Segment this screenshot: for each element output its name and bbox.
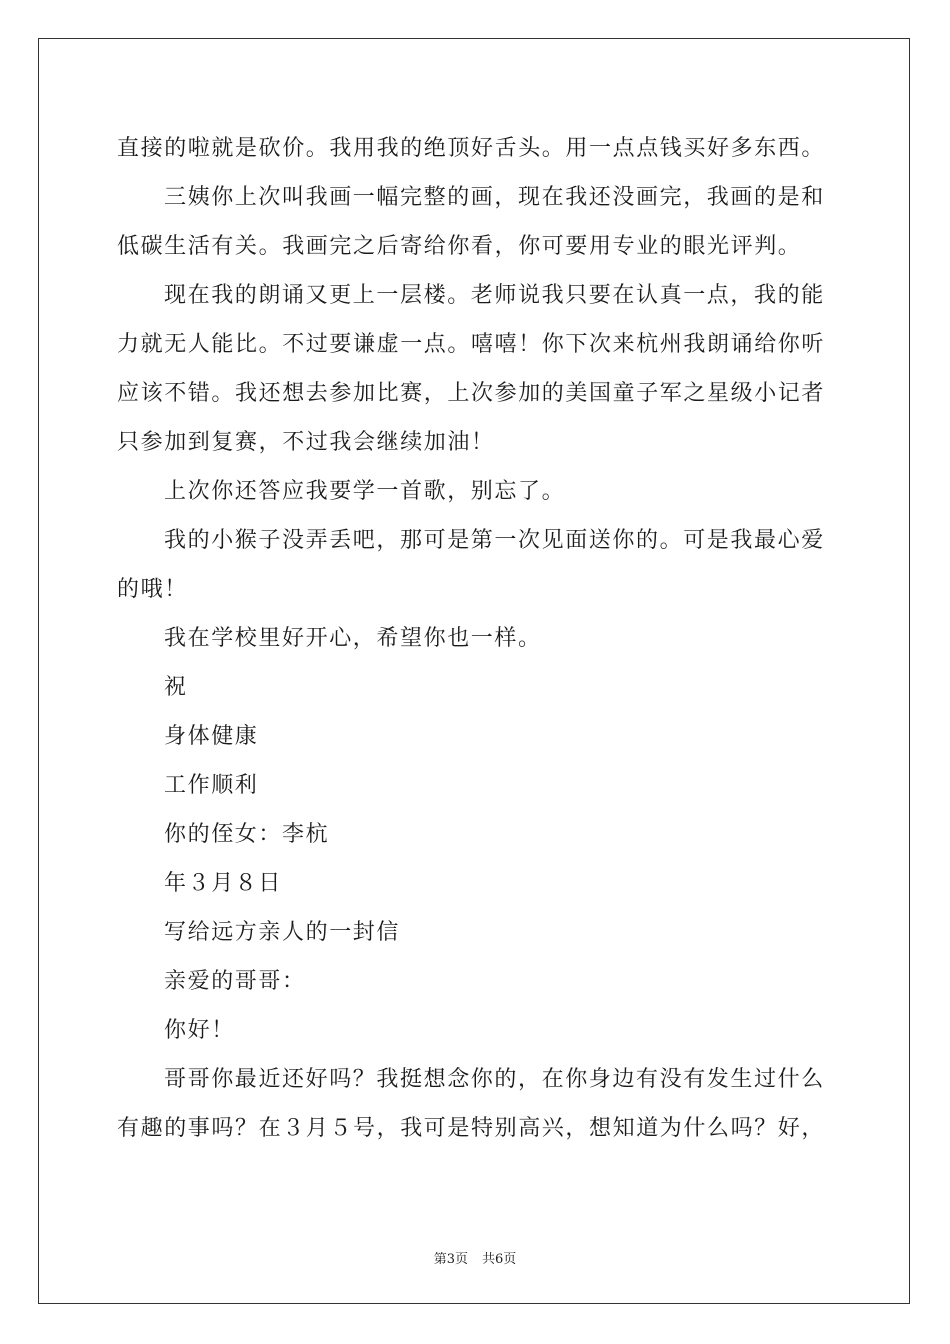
text-line-15: 你的侄女：李杭 (164, 822, 330, 847)
document-body (117, 124, 833, 1153)
text-line-18: 亲爱的哥哥： (164, 969, 306, 994)
page-total: 共6页 (482, 1252, 517, 1267)
text-line-13: 身体健康 (164, 724, 259, 749)
text-line-5: 力就无人能比。不过要谦虚一点。嘻嘻！你下次来杭州我朗诵给你听 (117, 332, 826, 357)
text-line-11: 我在学校里好开心，希望你也一样。 (164, 626, 542, 651)
text-line-14: 工作顺利 (164, 773, 259, 798)
text-line-8: 上次你还答应我要学一首歌，别忘了。 (164, 479, 566, 504)
text-line-3: 低碳生活有关。我画完之后寄给你看，你可要用专业的眼光评判。 (117, 234, 802, 259)
page-footer (0, 1248, 950, 1267)
page-number: 第3页 (433, 1252, 468, 1267)
text-line-7: 只参加到复赛，不过我会继续加油！ (117, 430, 495, 455)
text-line-17: 写给远方亲人的一封信 (164, 920, 401, 945)
text-line-2: 三姨你上次叫我画一幅完整的画，现在我还没画完，我画的是和 (164, 185, 825, 210)
text-line-12: 祝 (164, 675, 188, 700)
text-line-9: 我的小猴子没弄丢吧，那可是第一次见面送你的。可是我最心爱 (164, 528, 825, 553)
text-line-20: 哥哥你最近还好吗？我挺想念你的，在你身边有没有发生过什么 (164, 1067, 825, 1092)
text-line-19: 你好！ (164, 1018, 235, 1043)
text-line-16: 年３月８日 (164, 871, 283, 896)
text-line-21: 有趣的事吗？在３月５号，我可是特别高兴，想知道为什么吗？好， (117, 1116, 826, 1141)
text-line-4: 现在我的朗诵又更上一层楼。老师说我只要在认真一点，我的能 (164, 283, 825, 308)
text-line-6: 应该不错。我还想去参加比赛，上次参加的美国童子军之星级小记者 (117, 381, 826, 406)
text-line-10: 的哦！ (117, 577, 188, 602)
text-line-1: 直接的啦就是砍价。我用我的绝顶好舌头。用一点点钱买好多东西。 (117, 136, 826, 161)
